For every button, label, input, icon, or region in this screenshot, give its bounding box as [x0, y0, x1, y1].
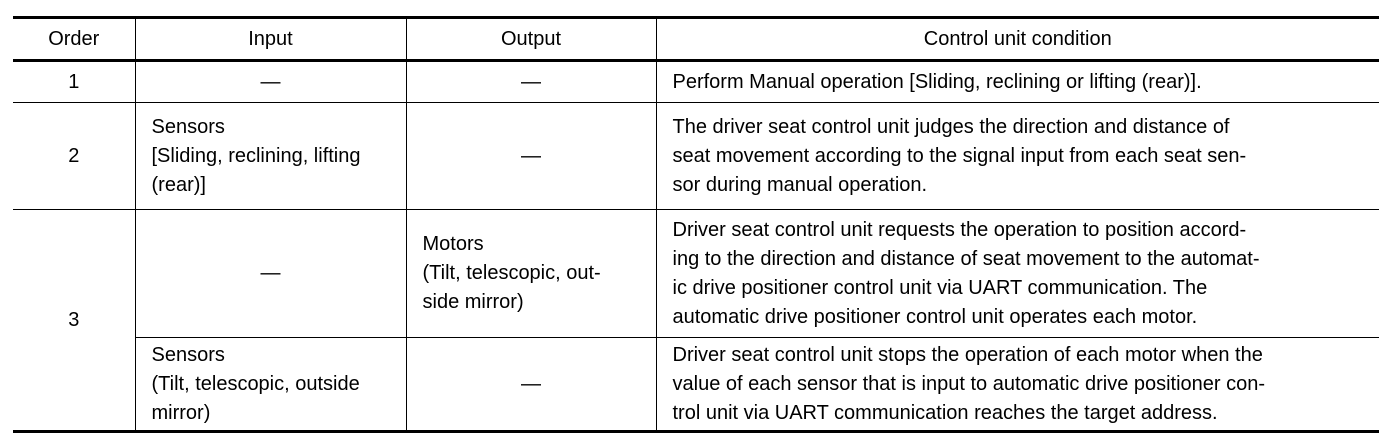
input-text: [Sliding, reclining, lifting	[151, 144, 361, 167]
condition-text: value of each sensor that is input to automatic drive positioner con-	[672, 372, 1266, 395]
header-row	[13, 18, 1379, 61]
condition-text: ing to the direction and distance of seat movement to the automat-	[672, 247, 1260, 270]
order-cell: 3	[13, 210, 135, 432]
input-text: (Tilt, telescopic, outside	[151, 372, 360, 395]
header-order: Order	[13, 18, 135, 61]
condition-cell	[656, 103, 1379, 210]
header-input: Input	[135, 18, 406, 61]
condition-text: ic drive positioner control unit via UART communication. The	[672, 276, 1208, 299]
condition-text: trol unit via UART communication reaches the target address.	[672, 401, 1218, 424]
condition-cell	[656, 61, 1379, 103]
output-text: —	[521, 70, 541, 93]
output-cell	[406, 61, 656, 103]
output-text: —	[521, 144, 541, 167]
condition-text: automatic drive positioner control unit operates each motor.	[672, 305, 1198, 328]
input-text: —	[260, 70, 281, 93]
output-cell	[406, 103, 656, 210]
input-text: Sensors	[151, 343, 225, 366]
input-text: —	[260, 262, 281, 284]
table-row	[13, 61, 1379, 103]
condition-text: Driver seat control unit stops the operation of each motor when the	[672, 343, 1263, 366]
condition-text: Perform Manual operation [Sliding, reclining or lifting (rear)].	[672, 70, 1202, 93]
condition-text: Driver seat control unit requests the operation to position accord-	[672, 218, 1247, 241]
control-sequence-table	[13, 16, 1379, 433]
output-text: (Tilt, telescopic, out-	[422, 262, 601, 284]
header-output: Output	[406, 18, 656, 61]
input-cell	[135, 210, 406, 338]
output-text: Motors	[422, 233, 484, 255]
input-text: mirror)	[151, 401, 211, 424]
output-text: —	[521, 372, 541, 395]
header-condition: Control unit condition	[656, 18, 1379, 61]
input-cell	[135, 103, 406, 210]
condition-text: The driver seat control unit judges the direction and distance of	[672, 115, 1230, 138]
condition-cell	[656, 338, 1379, 432]
order-cell: 2	[13, 103, 135, 210]
input-text: Sensors	[151, 115, 225, 138]
input-text: (rear)]	[151, 173, 206, 196]
condition-text: seat movement according to the signal input from each seat sen-	[672, 144, 1247, 167]
condition-text: sor during manual operation.	[672, 173, 928, 196]
order-cell: 1	[13, 61, 135, 103]
output-cell	[406, 338, 656, 432]
output-text: side mirror)	[422, 291, 524, 313]
input-cell	[135, 338, 406, 432]
condition-cell	[656, 210, 1379, 338]
table-row	[13, 338, 1379, 432]
table-row	[13, 210, 1379, 338]
input-cell	[135, 61, 406, 103]
table-row	[13, 103, 1379, 210]
output-cell	[406, 210, 656, 338]
